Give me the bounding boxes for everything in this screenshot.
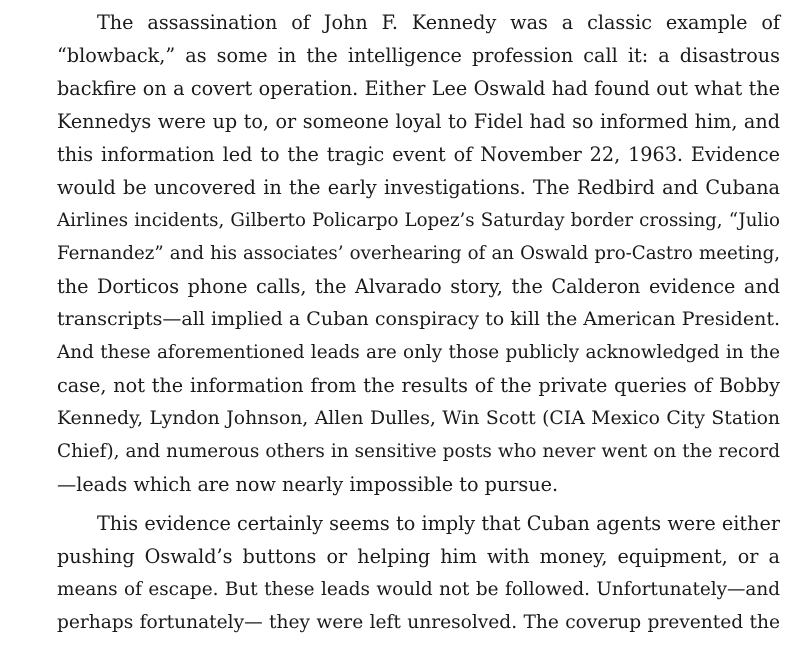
text-line: this information led to the tragic event of November 22, 1963. Evidence: [57, 143, 780, 166]
text-line: Kennedys were up to, or someone loyal to Fidel had so informed him, and: [57, 110, 780, 133]
text-line: case, not the information from the results of the private queries of Bobby: [57, 374, 780, 397]
text-line: And these aforementioned leads are only those publicly acknowledged in the: [57, 342, 780, 363]
text-line: This evidence certainly seems to imply that Cuban agents were either: [97, 512, 780, 535]
text-line: perhaps fortunately— they were left unresolved. The coverup prevented the: [57, 612, 780, 633]
text-line: “blowback,” as some in the intelligence profession call it: a disastrous: [57, 44, 780, 67]
text-line: the Dorticos phone calls, the Alvarado story, the Calderon evidence and: [57, 275, 780, 298]
document-page: [57, 6, 780, 639]
text-line: backfire on a covert operation. Either Lee Oswald had found out what the: [57, 77, 780, 100]
text-line: The assassination of John F. Kennedy was a classic example of: [97, 11, 780, 34]
text-line: would be uncovered in the early investigations. The Redbird and Cubana: [57, 176, 780, 199]
text-line: means of escape. But these leads would not be followed. Unfortunately—and: [57, 579, 780, 600]
text-line: Chief), and numerous others in sensitive posts who never went on the record: [57, 441, 780, 462]
text-line: pushing Oswald’s buttons or helping him with money, equipment, or a: [57, 545, 780, 568]
paragraph-1: [57, 6, 780, 501]
text-line: Fernandez” and his associates’ overhearing of an Oswald pro-Castro meeting,: [57, 243, 780, 264]
text-line: —leads which are now nearly impossible to pursue.: [57, 473, 559, 496]
paragraph-2: [57, 507, 780, 639]
text-line: transcripts—all implied a Cuban conspiracy to kill the American President.: [57, 308, 780, 330]
text-line: Airlines incidents, Gilberto Policarpo Lopez’s Saturday border crossing, “Julio: [57, 210, 780, 231]
text-line: Kennedy, Lyndon Johnson, Allen Dulles, Win Scott (CIA Mexico City Station: [57, 408, 780, 429]
